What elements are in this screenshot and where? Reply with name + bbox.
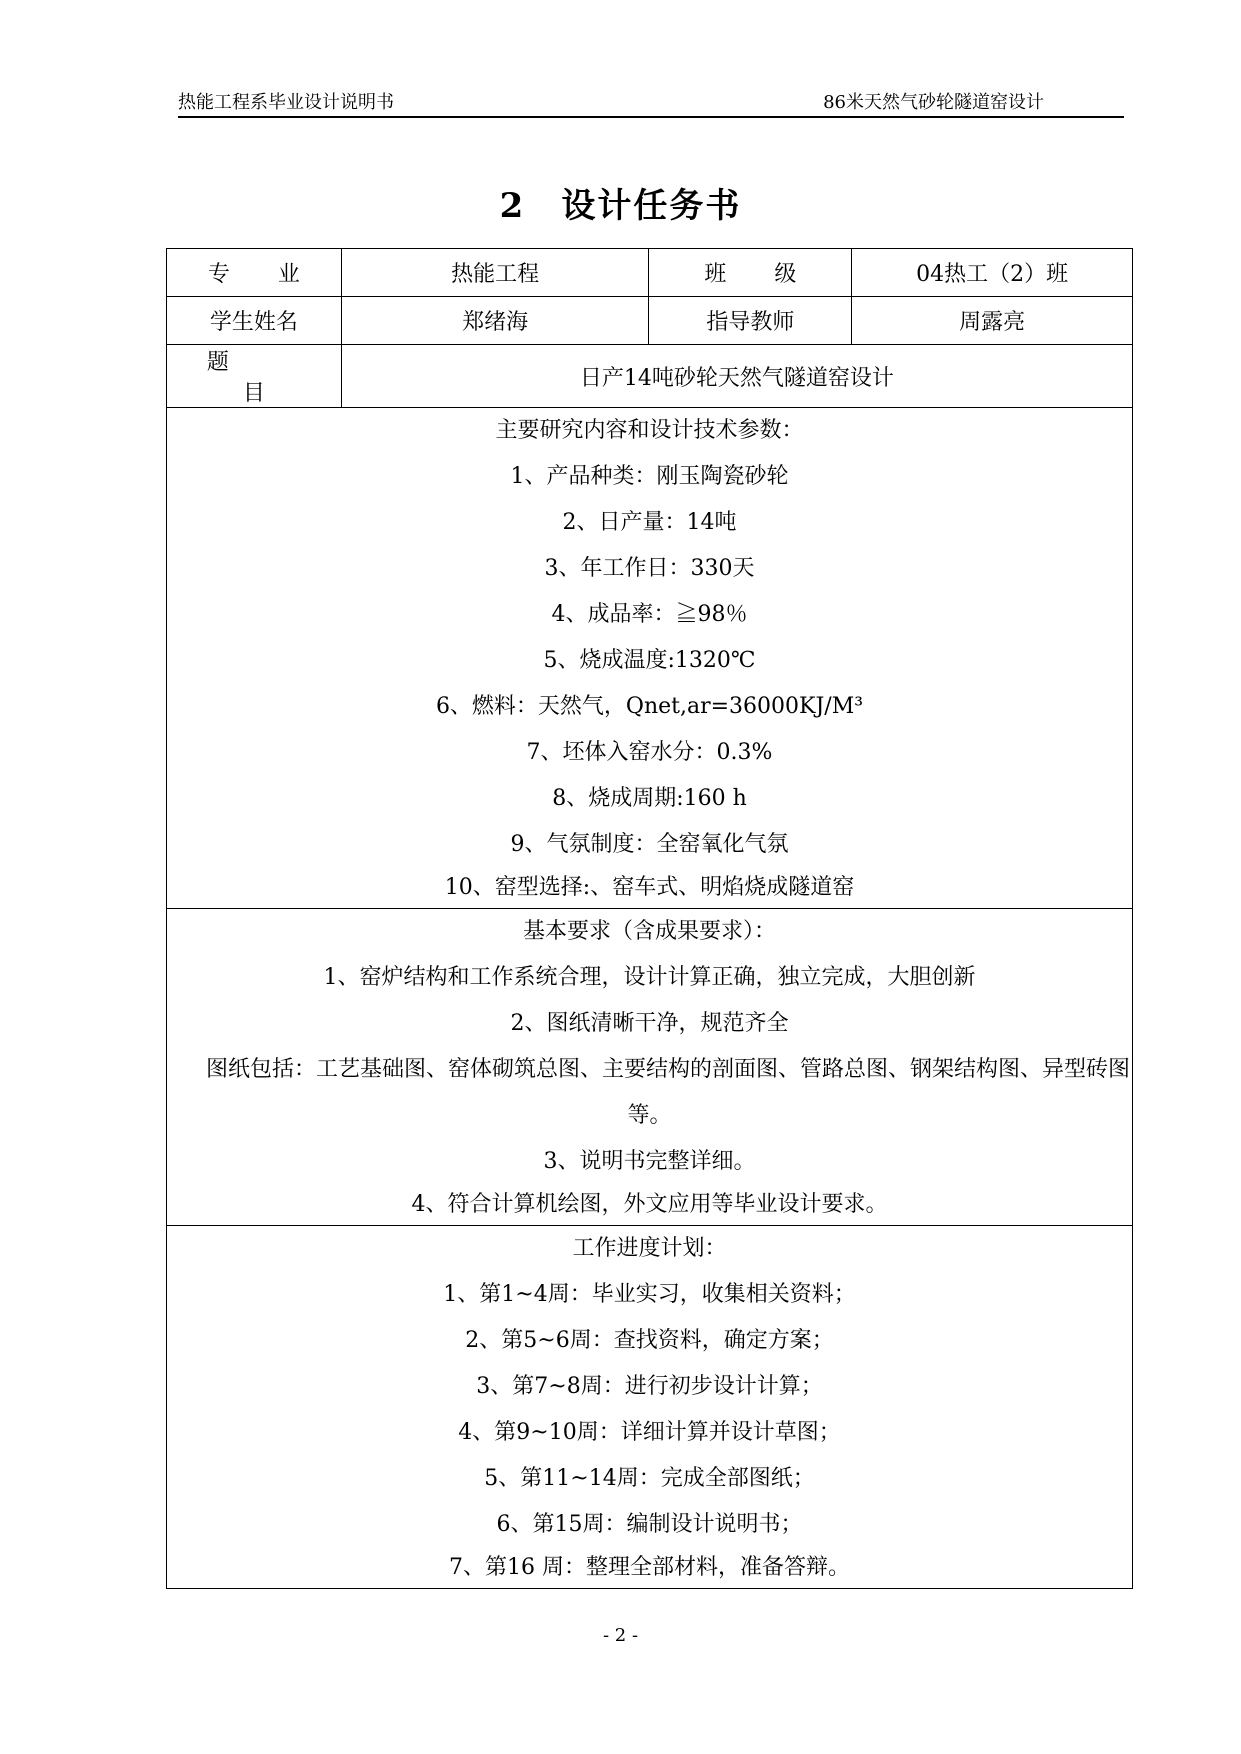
section-number: 2 bbox=[499, 186, 526, 226]
table-row bbox=[167, 1226, 1133, 1589]
requirement-item: 2、图纸清晰干净，规范齐全 bbox=[510, 1011, 789, 1036]
content-item: 7、坯体入窑水分：0.3% bbox=[526, 740, 773, 765]
requirements-heading: 基本要求（含成果要求）： bbox=[522, 919, 776, 944]
topic-value: 日产14吨砂轮天然气隧道窑设计 bbox=[579, 365, 894, 391]
major-value-cell bbox=[341, 249, 649, 297]
table-row bbox=[167, 909, 1133, 1226]
content-item: 9、气氛制度：全窑氧化气氛 bbox=[510, 832, 789, 857]
header-right-text: 86米天然气砂轮隧道窑设计 bbox=[823, 92, 1044, 113]
class-value-cell bbox=[852, 249, 1133, 297]
content-item: 3、年工作日：330天 bbox=[544, 556, 755, 581]
student-label-cell bbox=[167, 297, 342, 345]
schedule-section bbox=[167, 1226, 1133, 1589]
content-item: 6、燃料：天然气，Qnet,ar=36000KJ/M³ bbox=[435, 694, 864, 719]
teacher-label: 指导教师 bbox=[706, 310, 795, 335]
schedule-item: 6、第15周：编制设计说明书； bbox=[496, 1512, 803, 1537]
teacher-value-cell bbox=[852, 297, 1133, 345]
class-label: 班级 bbox=[704, 262, 845, 287]
schedule-heading: 工作进度计划： bbox=[572, 1236, 727, 1261]
schedule-item: 5、第11~14周：完成全部图纸； bbox=[484, 1466, 815, 1491]
task-table bbox=[166, 248, 1133, 1589]
content-item: 5、烧成温度:1320℃ bbox=[543, 648, 756, 673]
requirements-section bbox=[167, 909, 1133, 1226]
requirement-detail: 图纸包括：工艺基础图、窑体砌筑总图、主要结构的剖面图、管路总图、钢架结构图、异型砖图等。 bbox=[205, 1057, 1130, 1128]
table-row bbox=[167, 297, 1133, 345]
topic-label: 题目 bbox=[206, 350, 337, 406]
schedule-item: 3、第7~8周：进行初步设计计算； bbox=[476, 1374, 823, 1399]
teacher-value: 周露亮 bbox=[959, 310, 1026, 335]
page-header bbox=[178, 86, 1124, 118]
content-item: 10、窑型选择:、窑车式、明焰烧成隧道窑 bbox=[444, 875, 855, 900]
requirement-item: 4、符合计算机绘图，外文应用等毕业设计要求。 bbox=[411, 1192, 888, 1217]
content-item: 2、日产量：14吨 bbox=[562, 510, 737, 535]
teacher-label-cell bbox=[649, 297, 852, 345]
class-label-cell bbox=[649, 249, 852, 297]
student-value: 郑绪海 bbox=[462, 310, 529, 335]
major-label-cell bbox=[167, 249, 348, 297]
major-value: 热能工程 bbox=[451, 262, 540, 287]
table-row bbox=[167, 345, 1133, 408]
schedule-item: 1、第1~4周：毕业实习，收集相关资料； bbox=[443, 1282, 856, 1307]
requirement-item: 3、说明书完整详细。 bbox=[543, 1149, 756, 1174]
page-title bbox=[0, 178, 1241, 227]
page-number: - 2 - bbox=[602, 1625, 639, 1646]
class-value: 04热工（2）班 bbox=[916, 262, 1069, 287]
content-item: 8、烧成周期:160 h bbox=[552, 786, 747, 811]
requirement-item: 1、窑炉结构和工作系统合理，设计计算正确，独立完成，大胆创新 bbox=[323, 965, 976, 990]
major-label: 专业 bbox=[207, 262, 348, 287]
content-item: 1、产品种类：刚玉陶瓷砂轮 bbox=[510, 464, 789, 489]
table-row bbox=[167, 249, 1133, 297]
content-heading: 主要研究内容和设计技术参数： bbox=[495, 418, 804, 443]
content-item: 4、成品率：≧98％ bbox=[551, 602, 748, 627]
header-left-text: 热能工程系毕业设计说明书 bbox=[178, 92, 394, 113]
student-label: 学生姓名 bbox=[209, 310, 298, 335]
student-value-cell bbox=[341, 297, 649, 345]
topic-label-cell bbox=[167, 345, 342, 408]
content-section bbox=[167, 408, 1133, 909]
schedule-item: 2、第5~6周：查找资料，确定方案； bbox=[465, 1328, 834, 1353]
schedule-item: 7、第16 周：整理全部材料，准备答辩。 bbox=[449, 1555, 850, 1580]
topic-value-cell bbox=[341, 345, 1132, 408]
section-title: 设计任务书 bbox=[561, 186, 742, 226]
schedule-item: 4、第9~10周：详细计算并设计草图； bbox=[458, 1420, 841, 1445]
table-row bbox=[167, 408, 1133, 909]
